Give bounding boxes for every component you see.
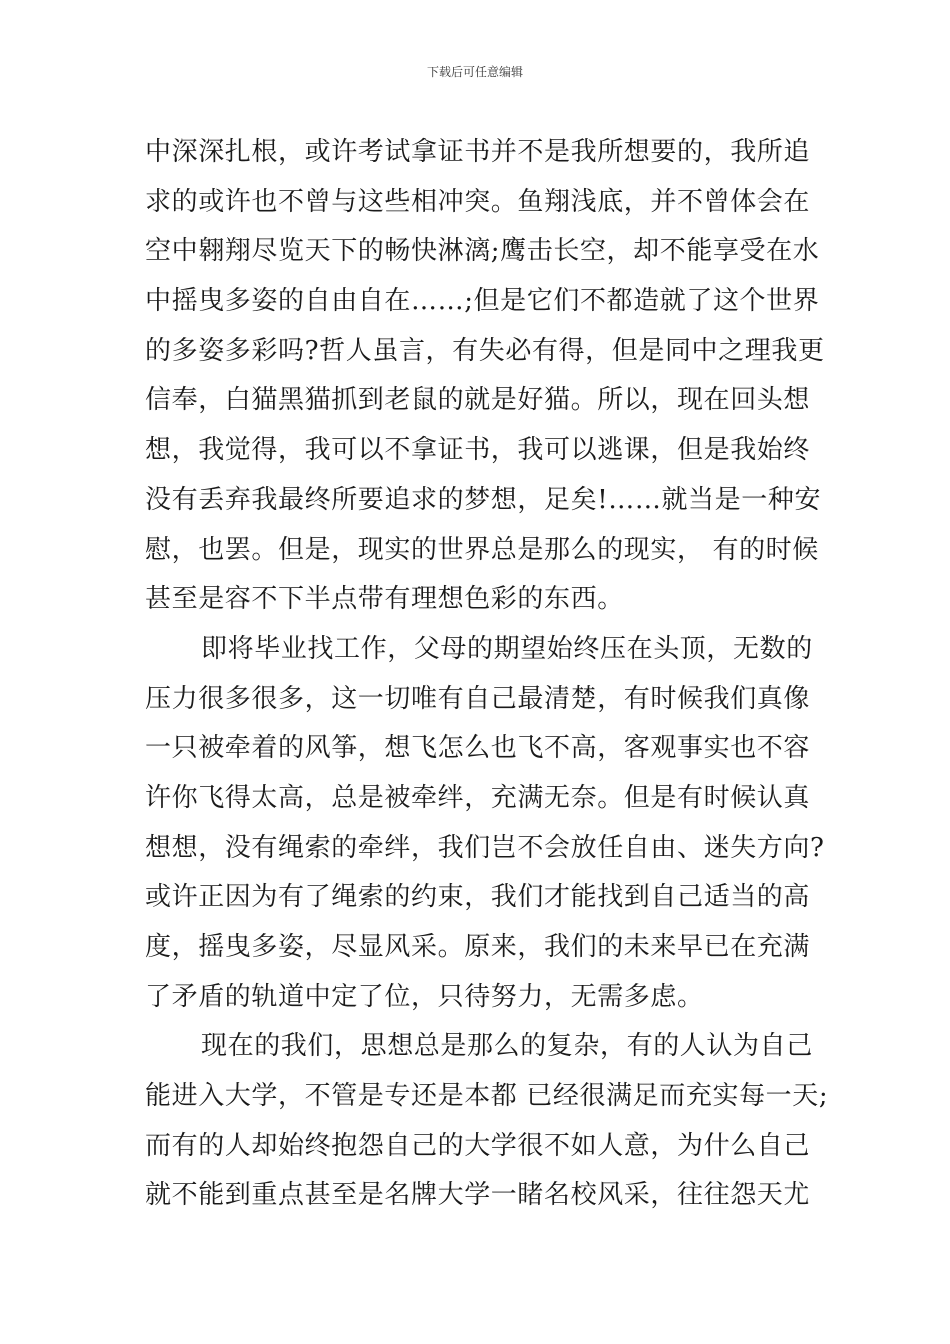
- text-line: 现在的我们，思想总是那么的复杂，有的人认为自己: [201, 1031, 813, 1062]
- text-line: 度，摇曳多姿，尽显风采。原来，我们的未来早已在充满: [145, 932, 811, 962]
- text-line: 中深深扎根，或许考试拿证书并不是我所想要的，我所追: [145, 137, 811, 167]
- text-line: 一只被牵着的风筝，想飞怎么也飞不高，客观事实也不容: [145, 733, 811, 764]
- text-line: 许你飞得太高，总是被牵绊，充满无奈。但是有时候认真: [145, 782, 811, 813]
- text-line: 甚至是容不下半点带有理想色彩的东西。: [145, 584, 624, 615]
- text-line: 信奉，白猫黑猫抓到老鼠的就是好猫。所以，现在回头想: [145, 385, 811, 416]
- page-header: 下载后可任意编辑: [426, 65, 523, 79]
- text-line: 的多姿多彩吗?哲人虽言，有失必有得，但是同中之理我更: [145, 335, 825, 366]
- text-line: 能进入大学，不管是专还是本都 已经很满足而充实每一天;: [145, 1081, 829, 1112]
- text-line: 想，我觉得，我可以不拿证书，我可以逃课，但是我始终: [145, 435, 811, 466]
- text-line: 即将毕业找工作，父母的期望始终压在头顶，无数的: [201, 633, 813, 664]
- text-line: 或许正因为有了绳索的约束，我们才能找到自己适当的高: [145, 882, 811, 913]
- text-line: 了矛盾的轨道中定了位，只待努力，无需多虑。: [145, 981, 704, 1012]
- text-line: 中摇曳多姿的自由自在……;但是它们不都造就了这个世界: [145, 286, 820, 317]
- text-line: 就不能到重点甚至是名牌大学一睹名校风采，往往怨天尤: [145, 1180, 811, 1211]
- text-line: 慰，也罢。但是，现实的世界总是那么的现实， 有的时候: [145, 534, 819, 565]
- text-line: 想想，没有绳索的牵绊，我们岂不会放任自由、迷失方向?: [145, 832, 825, 863]
- body-text: [145, 128, 829, 1221]
- text-line: 压力很多很多，这一切唯有自己最清楚，有时候我们真像: [145, 683, 811, 714]
- text-line: 而有的人却始终抱怨自己的大学很不如人意，为什么自己: [145, 1130, 811, 1161]
- text-line: 求的或许也不曾与这些相冲突。鱼翔浅底，并不曾体会在: [145, 186, 811, 217]
- text-line: 没有丢弃我最终所要追求的梦想，足矣!……就当是一种安: [145, 484, 822, 515]
- text-line: 空中翱翔尽览天下的畅快淋漓;鹰击长空，却不能享受在水: [145, 236, 820, 267]
